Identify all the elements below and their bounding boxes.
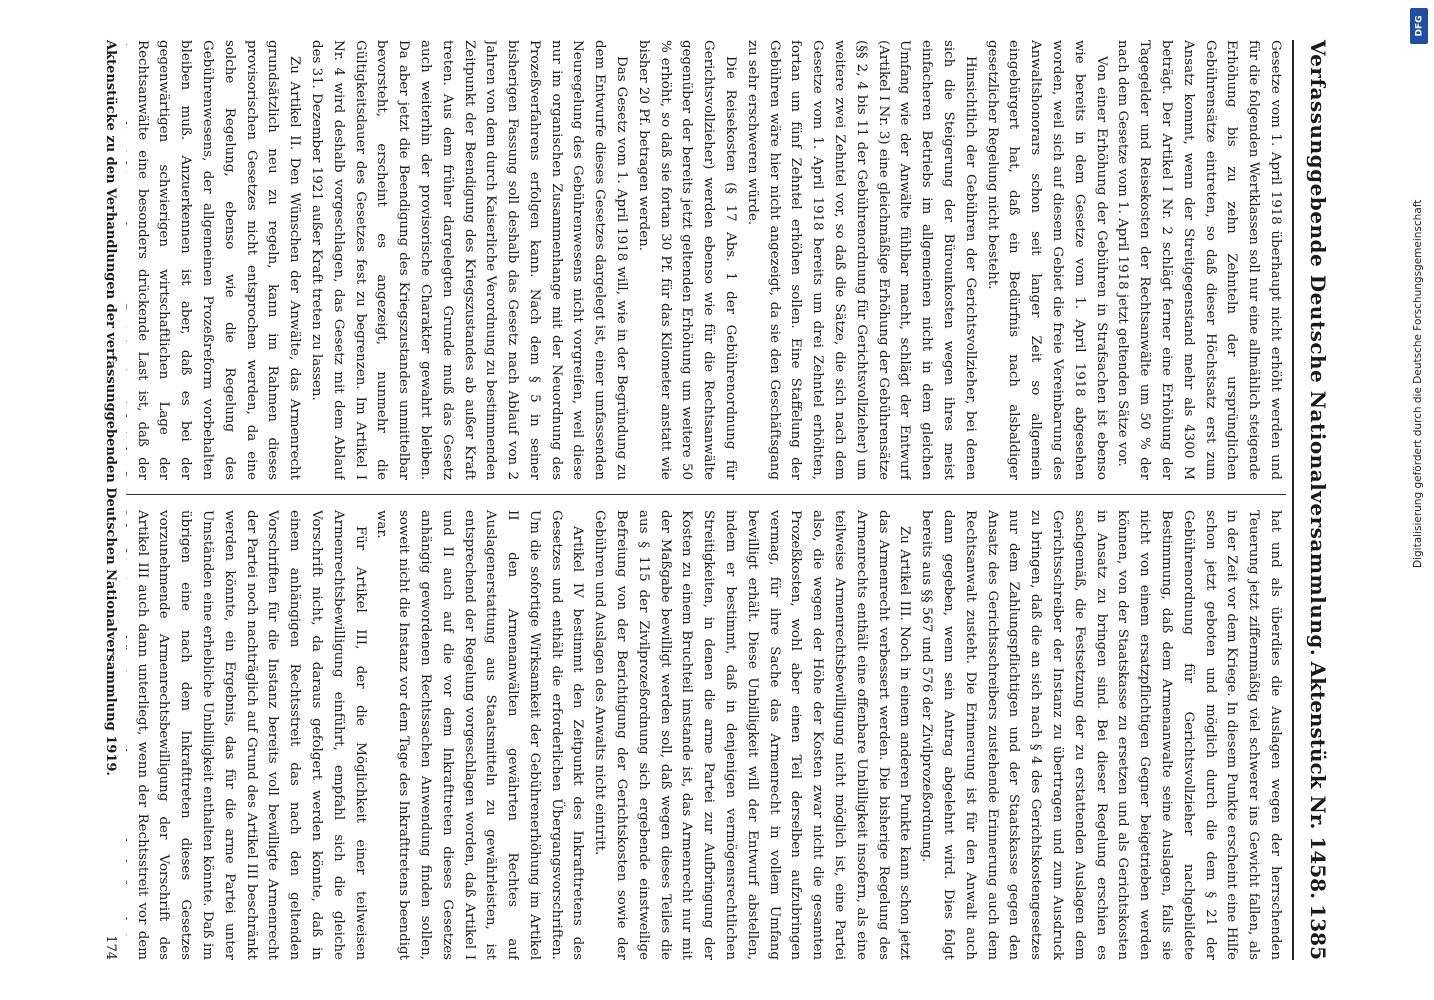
- paragraph: Gesetze vom 1. April 1918 überhaupt nicht erhöht werden und für die folgenden Wertklassen soll nur eine allmählich steigende Erhöhung bis zu zehn Zehnteln der ursprünglichen Gebührensätze eintreten, so daß dieser Höchstsatz erst zum Ansatz kommt, wenn der Streitgegenstand mehr als 4300 M beträgt. Der Artikel I Nr. 2 schlägt ferner eine Erhöhung der Tagegelder und Reisekosten der Rechtsanwälte um 50 % der nach dem Gesetze vom 1. April 1918 jetzt geltenden Sätze vor.: [1115, 40, 1283, 480]
- left-column: [126, 40, 1286, 480]
- digitization-credit-strip: [1410, 8, 1430, 992]
- paragraph: Das Gesetz vom 1. April 1918 will, wie in der Begründung zu dem Entwurfe dieses Gesetzes dargelegt ist, einer umfassenden Neuregelung des Gebührenwesens nicht vorgreifen, weil diese nur im organischen Zusammenhange mit der Neuordnung des Prozeßverfahrens erfolgen kann. Nach dem § 5 in seiner bisherigen Fassung soll deshalb das Gesetz nach Ablauf von 2 Jahren von dem durch Kaiserliche Verordnung zu bestimmenden Zeitpunkt der Beendigung des Kriegszustandes ab außer Kraft treten. Aus dem früher dargelegten Grunde muß das Gesetz auch weiterhin der provisorische Charakter gewahrt bleiben. Da aber jetzt die Beendigung des Kriegszustandes unmittelbar bevorsteht, erscheint es angezeigt, nunmehr die Gültigkeitsdauer des Gesetzes fest zu begrenzen. Im Artikel I Nr. 4 wird deshalb vorgeschlagen, das Gesetz mit dem Ablauf des 31. Dezember 1921 außer Kraft treten zu lassen.: [308, 40, 630, 480]
- paragraph: hat und als überdies die Auslagen wegen der herrschenden Teuerung jetzt ziffernmäßig viel schwerer ins Gewicht fallen, als in der Zeit vor dem Kriege. In diesem Punkte erscheint eine Hilfe schon jetzt geboten und möglich durch die dem § 21 der Gebührenordnung für Gerichtsvollzieher nachgebildete Bestimmung, daß dem Armenanwalte seine Auslagen, falls sie nicht von einem ersatzpflichtigen Gegner beigetrieben werden können, von der Staatskasse zu ersetzen und als Gerichtskosten in Ansatz zu bringen sind. Bei dieser Regelung erschien es sachgemäß, die Festsetzung der zu erstattenden Auslagen dem Gerichtsschreiber der Instanz zu übertragen und zum Ausdruck zu bringen, daß die an sich nach § 4 des Gerichtskostengesetzes nur dem Zahlungspflichtigen und der Staatskasse gegen den Ansatz des Gerichtsschreibers zustehende Erinnerung auch dem Rechtsanwalt zusteht. Die Erinnerung ist für den Anwalt auch dann gegeben, wenn sein Antrag abgelehnt wird. Dies folgt bereits aus §§ 567 und 576 der Zivilprozeßordnung.: [919, 510, 1283, 960]
- body-text: [126, 40, 1286, 960]
- page-footer: [78, 40, 118, 960]
- paragraph: Hinsichtlich der Gebühren der Gerichtsvollzieher, bei denen sich die Steigerung der Bürounkosten wegen ihres meist einfacheren Betriebs im allgemeinen nicht in dem gleichen Umfang wie der Anwälte fühlbar macht, schlägt der Entwurf (Artikel I Nr. 3) eine gleichmäßige Erhöhung der Gebührensätze (§§ 2, 4 bis 11 der Gebührenordnung für Gerichtsvollzieher) um weitere zwei Zehntel vor, so daß die Sätze, die sich nach dem Gesetze vom 1. April 1918 bereits um drei Zehntel erhöhten, fortan um fünf Zehntel erhöhen sollen. Eine Staffelung der Gebühren wäre hier nicht angezeigt, da sie den Geschäftsgang zu sehr erschweren würde.: [744, 40, 978, 480]
- header-page-number: 1385: [1306, 904, 1330, 960]
- dfg-logo: [1410, 8, 1428, 44]
- scanned-page: [26, 0, 1386, 1000]
- paragraph: Die Reisekosten (§ 17 Abs. 1 der Gebührenordnung für Gerichtsvollzieher) werden ebenso wie für die Rechtsanwälte gegenüber der bereits jetzt geltenden Erhöhung um weitere 50 % erhöht, so daß sie fortan 30 Pf. für das Kilometer anstatt wie bisher 20 Pf. betragen werden.: [635, 40, 739, 480]
- dfg-logo-text: DFG: [1414, 15, 1425, 37]
- footer-page-number: 174: [103, 935, 118, 960]
- column-divider: [126, 494, 1286, 495]
- footer-publication: Aktenstücke zu den Verhandlungen der verfassunggebenden Deutschen Nationalversammlung 1919.: [103, 40, 118, 776]
- paragraph: Für Artikel III, der die Möglichkeit einer teilweisen Armenrechtsbewilligung einführt, empfahl sich die gleiche Vorschrift nicht, da daraus gefolgert werden könnte, daß in einem anhängigen Rechtsstreit das nach den geltenden Vorschriften für die Instanz bereits voll bewilligte Armenrecht der Partei noch nachträglich auf Grund des Artikel III beschränkt werden könnte, ein Ergebnis, das für die arme Partei unter Umständen eine erhebliche Unbilligkeit enthalten könnte. Daß im übrigen eine nach dem Inkrafttreten dieses Gesetzes vorzunehmende Armenrechtsbewilligung der Vorschrift des Artikel III auch dann unterliegt, wenn der Rechtsstreit vor dem: [134, 510, 368, 960]
- paragraph: Artikel IV bestimmt den Zeitpunkt des Inkrafttretens des Gesetzes und enthält die erforderlichen Übergangsvorschriften. Um die sofortige Wirksamkeit der Gebührenerhöhung im Artikel II den Armenanwälten gewährten Rechtes auf Auslagenerstattung aus Staatsmitteln zu gewährleisten, ist entsprechend der Regelung vorgeschlagen worden, daß Artikel I und II auch auf die vor dem Inkrafttreten dieses Gesetzes anhängig gewordenen Rechtssachen Anwendung finden sollen, soweit nicht die Instanz vor dem Tage des Inkrafttretens beendigt war.: [374, 510, 586, 960]
- paragraph: Zu Artikel II. Den Wünschen der Anwälte, das Armenrecht grundsätzlich neu zu regeln, kann im Rahmen dieses provisorischen Gesetzes nicht entsprochen werden, da eine solche Regelung, ebenso wie die Regelung des Gebührenwesens, der allgemeinen Prozeßreform vorbehalten bleiben muß. Anzuerkennen ist aber, daß es bei der gegenwärtigen schwierigen wirtschaftlichen Lage der Rechtsanwälte eine besonders drückende Last ist, daß der: [134, 40, 303, 480]
- running-header: [1292, 40, 1330, 960]
- digitization-credit: Digitalisierung gefördert durch die Deutsche Forschungsgemeinschaft: [1412, 199, 1424, 568]
- header-title: Verfassunggebende Deutsche Nationalversammlung.: [1306, 40, 1330, 657]
- header-document-number: Aktenstück Nr. 1458.: [1306, 661, 1330, 900]
- right-column: [126, 510, 1286, 960]
- paragraph: Von einer Erhöhung der Gebühren in Strafsachen ist ebenso wie bereits in dem Gesetze vom 1. April 1918 abgesehen worden, weil sich auf diesem Gebiet die freie Vereinbarung des Anwaltshonorars schon seit langer Zeit so allgemein eingebürgert hat, daß ein Bedürfnis nach alsbaldiger gesetzlicher Regelung nicht besteht.: [984, 40, 1109, 480]
- paragraph: Zu Artikel III. Noch in einem anderen Punkte kann schon jetzt das Armenrecht verbessert werden. Die bisherige Regelung des Armenrechts enthält eine offenbare Unbilligkeit insofern, als eine teilweise Armenrechtsbewilligung nicht möglich ist, eine Partei also, die wegen der Höhe der Kosten zwar nicht die gesamten Prozeßkosten, wohl aber einen Teil derselben aufzubringen vermag, für ihre Sache das Armenrecht in vollem Umfang bewilligt erhält. Diese Unbilligkeit will der Entwurf abstellen, indem er bestimmt, daß in denjenigen vermögensrechtlichen Streitigkeiten, in denen die arme Partei zur Aufbringung der Kosten zu einem Bruchteil imstande ist, das Armenrecht nur mit der Maßgabe bewilligt werden soll, daß wegen dieses Teiles die aus § 115 der Zivilprozeßordnung sich ergebende einstweilige Befreiung von der Berichtigung der Gerichtskosten sowie der Gebühren und Auslagen des Anwalts nicht eintritt.: [592, 510, 913, 960]
- page-content: [36, 40, 1366, 960]
